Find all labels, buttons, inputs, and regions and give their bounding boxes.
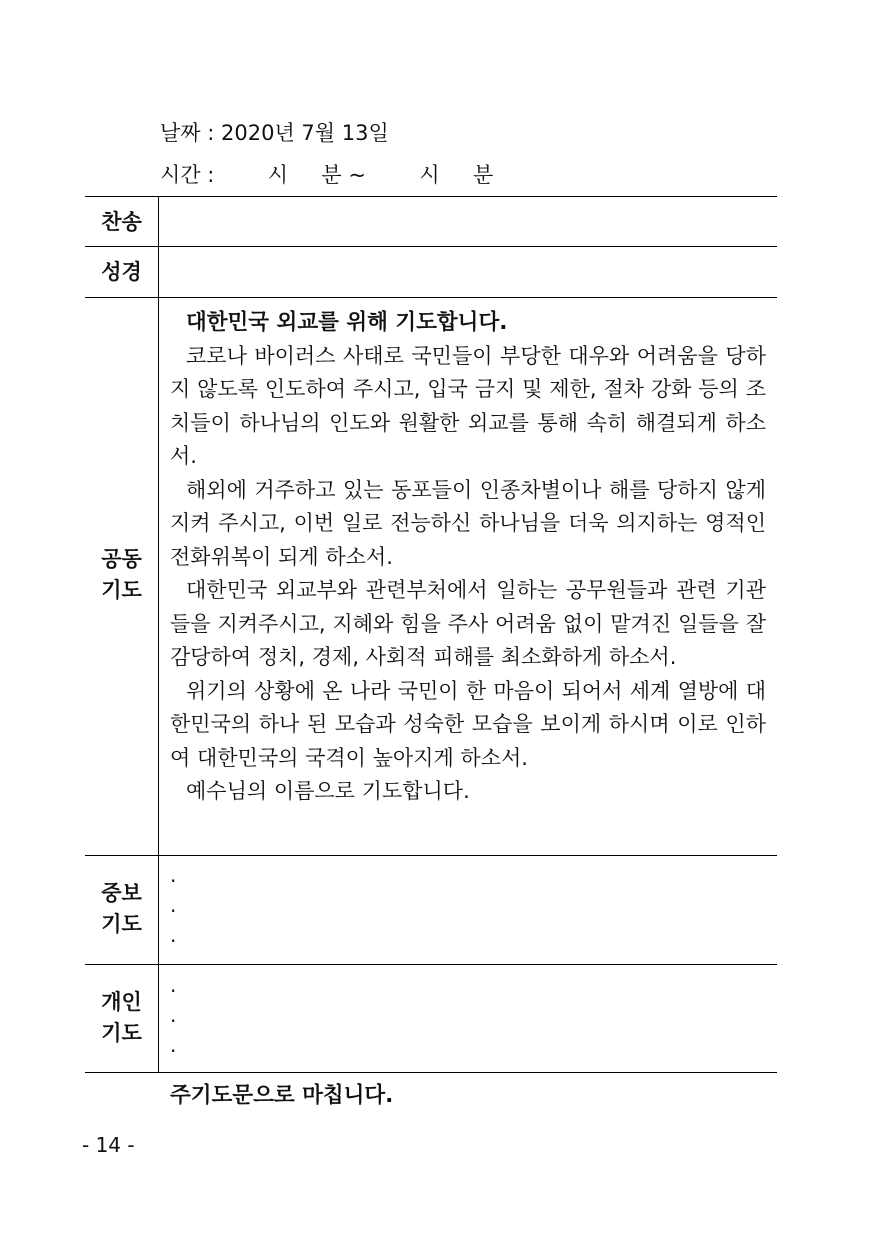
row-divider bbox=[85, 246, 777, 247]
personal-prayer-label bbox=[85, 987, 158, 1049]
row-divider bbox=[85, 297, 777, 298]
table-bottom-border bbox=[85, 1072, 777, 1073]
personal-prayer-entries bbox=[170, 970, 176, 1060]
list-item: . bbox=[170, 893, 177, 917]
prayer-paragraph: 대한민국 외교부와 관련부처에서 일하는 공무원들과 관련 기관들을 지켜주시고, 지혜와 힘을 주사 어려움 없이 맡겨진 일들을 잘 감당하여 정치, 경제, 사회적 피해를 최소화하게 하소서. bbox=[170, 578, 766, 669]
prayer-title: 대한민국 외교를 위해 기도합니다. bbox=[186, 310, 508, 335]
common-prayer-text bbox=[170, 306, 766, 809]
list-item: . bbox=[170, 1033, 177, 1057]
hymn-label: 찬송 bbox=[101, 210, 142, 234]
intercessory-prayer-entries bbox=[170, 860, 176, 950]
list-item: . bbox=[170, 973, 177, 997]
scripture-label: 성경 bbox=[101, 260, 142, 284]
label-line: 기도 bbox=[101, 912, 142, 936]
list-item: . bbox=[170, 863, 177, 887]
label-line: 중보 bbox=[101, 881, 142, 905]
closing-text: 주기도문으로 마칩니다. bbox=[170, 1083, 394, 1108]
column-divider bbox=[158, 196, 159, 1072]
date-line: 날짜 : 2020년 7월 13일 bbox=[160, 121, 389, 145]
intercessory-prayer-label bbox=[85, 878, 158, 940]
list-item: . bbox=[170, 1003, 177, 1027]
table-top-border bbox=[85, 196, 777, 197]
list-item: . bbox=[170, 923, 177, 947]
row-divider bbox=[85, 964, 777, 965]
label-line: 공동 bbox=[101, 547, 142, 571]
label-line: 기도 bbox=[101, 1021, 142, 1045]
label-line: 개인 bbox=[101, 990, 142, 1014]
prayer-paragraph: 위기의 상황에 온 나라 국민이 한 마음이 되어서 세계 열방에 대한민국의 하나 된 모습과 성숙한 모습을 보이게 하시며 이로 인하여 대한민국의 국격이 높아지게 하소서. bbox=[170, 678, 766, 770]
common-prayer-label bbox=[85, 544, 158, 606]
row-divider bbox=[85, 855, 777, 856]
page-number: - 14 - bbox=[82, 1133, 135, 1157]
time-line: 시간 : 시 분 ~ 시 분 bbox=[160, 163, 494, 187]
prayer-paragraph: 해외에 거주하고 있는 동포들이 인종차별이나 해를 당하지 않게 지켜 주시고, 이번 일로 전능하신 하나님을 더욱 의지하는 영적인 전화위복이 되게 하소서. bbox=[170, 477, 766, 569]
label-line: 기도 bbox=[101, 578, 142, 602]
prayer-paragraph: 예수님의 이름으로 기도합니다. bbox=[186, 779, 470, 803]
prayer-paragraph: 코로나 바이러스 사태로 국민들이 부당한 대우와 어려움을 당하지 않도록 인도하여 주시고, 입국 금지 및 제한, 절차 강화 등의 조치들이 하나님의 인도와 원활한 외교를 통해 속히 해결되게 하소서. bbox=[170, 343, 766, 468]
